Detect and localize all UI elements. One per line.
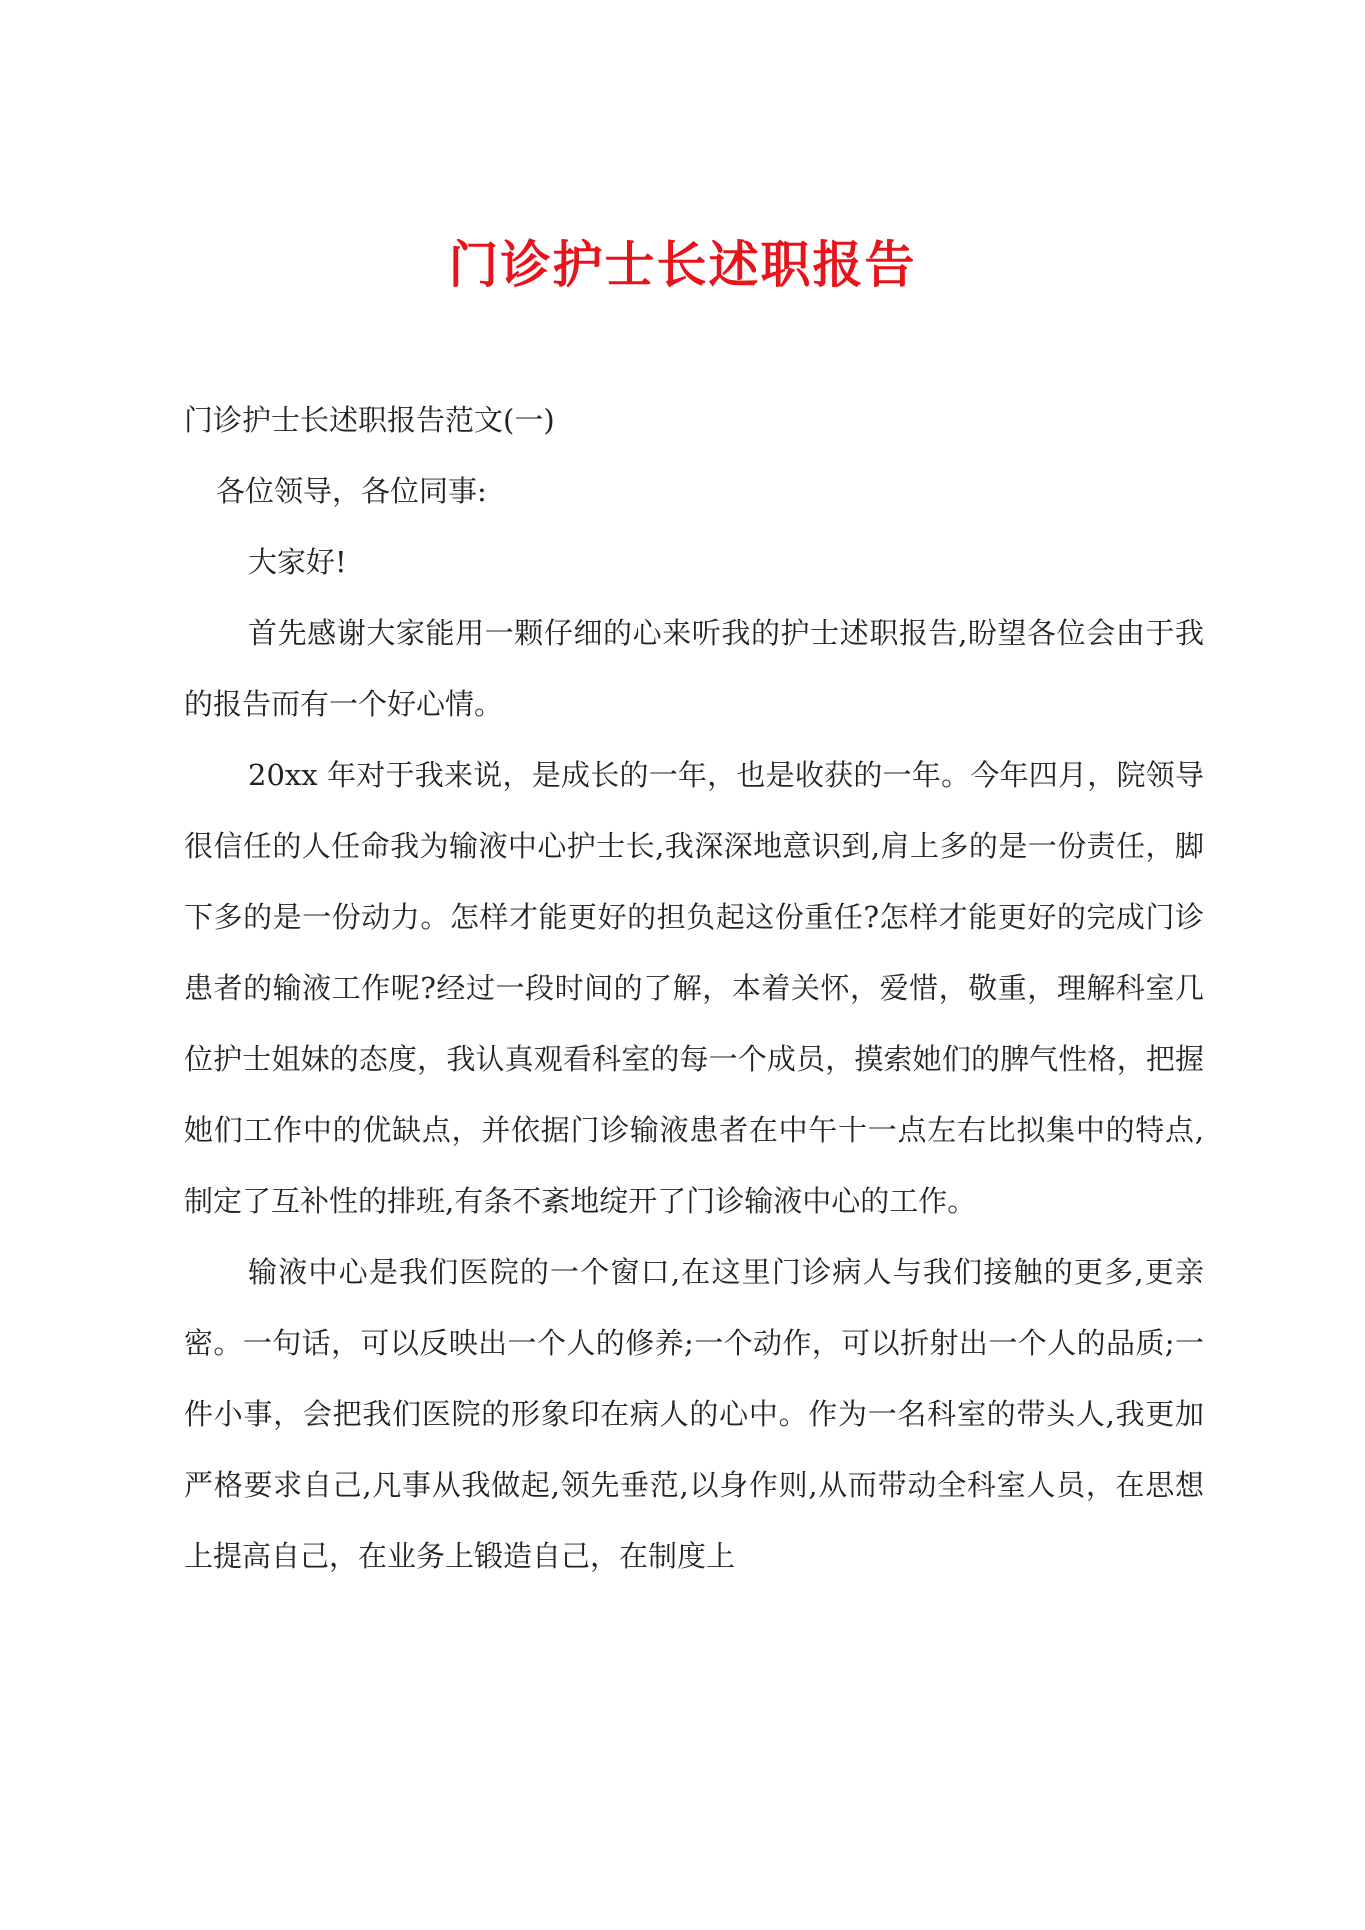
greeting: 大家好! [248, 545, 347, 579]
document-title: 门诊护士长述职报告 [448, 235, 917, 294]
paragraph-2: 20xx 年对于我来说，是成长的一年，也是收获的一年。今年四月，院领导很信任的人任命我为输液中心护士长,我深深地意识到,肩上多的是一份责任，脚下多的是一份动力。怎样才能更好的担负起这份重任?怎样才能更好的完成门诊患者的输液工作呢?经过一段时间的了解，本着关怀，爱惜，敬重，理解科室几位护士姐妹的态度，我认真观看科室的每一个成员，摸索她们的脾气性格，把握她们工作中的优缺点，并依据门诊输液患者在中午十一点左右比拟集中的特点,制定了互补性的排班,有条不紊地绽开了门诊输液中心的工作。 [184, 758, 1204, 1218]
paragraph-1: 首先感谢大家能用一颗仔细的心来听我的护士述职报告,盼望各位会由于我的报告而有一个好心情。 [184, 616, 1204, 721]
salutation: 各位领导，各位同事: [216, 474, 487, 508]
paragraph-3: 输液中心是我们医院的一个窗口,在这里门诊病人与我们接触的更多,更亲密。一句话，可以反映出一个人的修养;一个动作，可以折射出一个人的品质;一件小事，会把我们医院的形象印在病人的心中。作为一名科室的带头人,我更加严格要求自己,凡事从我做起,领先垂范,以身作则,从而带动全科室人员，在思想上提高自己，在业务上锻造自己，在制度上 [184, 1255, 1204, 1573]
document-subtitle: 门诊护士长述职报告范文(一) [184, 403, 555, 437]
document-body [184, 385, 1204, 1592]
